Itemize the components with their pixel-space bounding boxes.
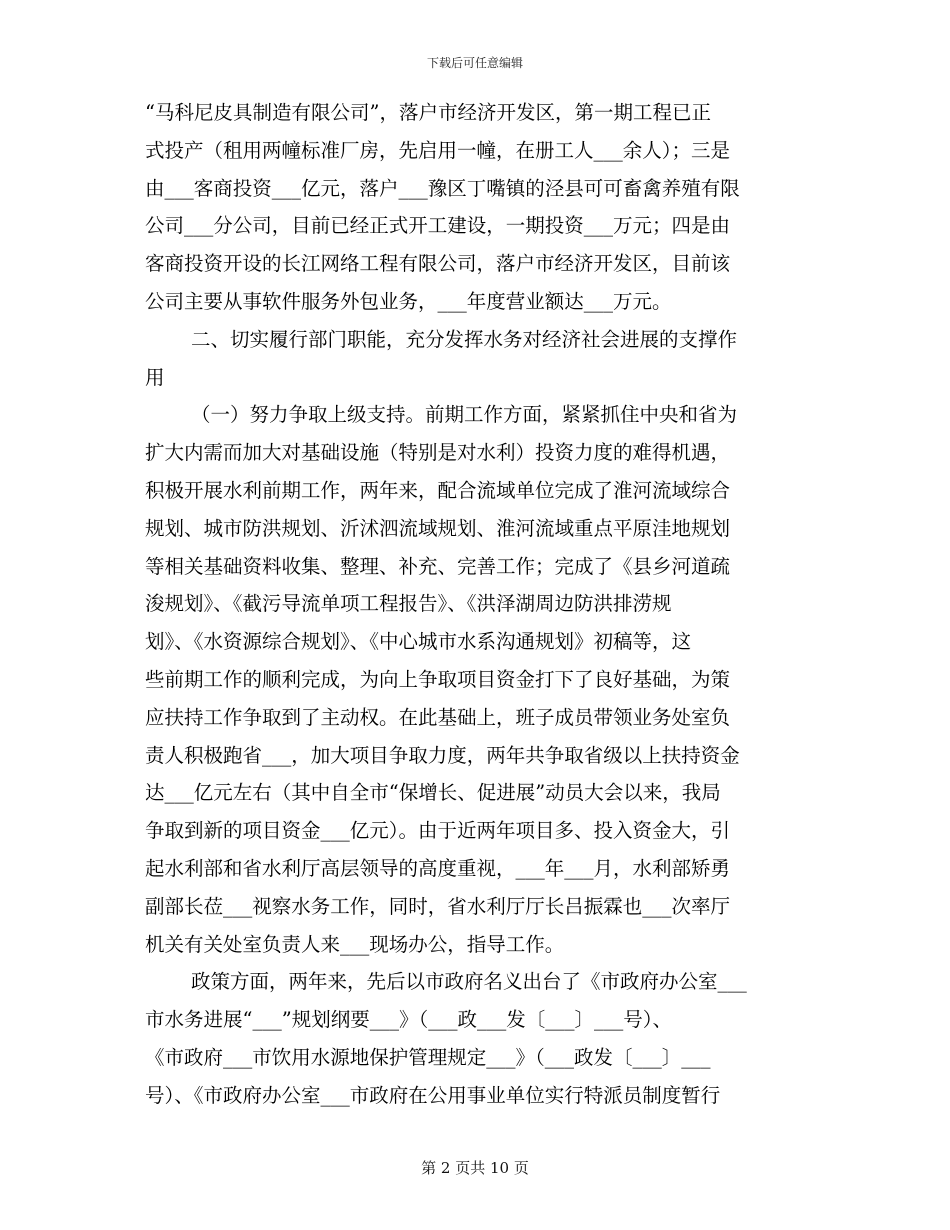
text-line: 达___亿元左右（其中自全市“保增长、促进展”动员大会以来，我局 bbox=[145, 781, 721, 805]
text-line: 《市政府___市饮用水源地保护管理规定___》（___政发〔___〕___ bbox=[145, 1045, 711, 1069]
page-header: 下载后可任意编辑 bbox=[426, 56, 523, 70]
text-line: 责人积极跑省___，加大项目争取力度，两年共争取省级以上扶持资金 bbox=[145, 743, 740, 767]
paragraph-start: 政策方面，两年来，先后以市政府名义出台了《市政府办公室___ bbox=[191, 970, 747, 994]
text-line: 式投产（租用两幢标准厂房，先启用一幢，在册工人___余人）；三是 bbox=[145, 138, 731, 162]
text-line: 客商投资开设的长江网络工程有限公司，落户市经济开发区，目前该 bbox=[145, 252, 731, 276]
text-line: 市水务进展“___”规划纲要___》（___政___发〔___〕___号）、 bbox=[145, 1008, 672, 1032]
text-line: 规划、城市防洪规划、沂沭泗流域规划、淮河流域重点平原洼地规划 bbox=[145, 516, 731, 540]
text-line: 公司主要从事软件服务外包业务，___年度营业额达___万元。 bbox=[145, 289, 672, 313]
document-body bbox=[145, 94, 810, 1115]
text-line: 等相关基础资料收集、整理、补充、完善工作；完成了《县乡河道疏 bbox=[145, 554, 731, 578]
page-number: 第 2 页共 10 页 bbox=[421, 1159, 529, 1177]
text-line: 争取到新的项目资金___亿元）。由于近两年项目多、投入资金大，引 bbox=[145, 819, 731, 843]
text-line: 起水利部和省水利厅高层领导的高度重视，___年___月，水利部矫勇 bbox=[145, 856, 731, 880]
text-line: 浚规划》、《截污导流单项工程报告》、《洪泽湖周边防洪排涝规 bbox=[145, 592, 672, 616]
text-line: 副部长莅___视察水务工作，同时，省水利厅厅长吕振霖也___次率厅 bbox=[145, 894, 731, 918]
text-line: 由___客商投资___亿元，落户___豫区丁嘴镇的泾县可可畜禽养殖有限 bbox=[145, 176, 740, 200]
text-line: 机关有关处室负责人来___现场办公，指导工作。 bbox=[145, 932, 565, 956]
text-line: 扩大内需而加大对基础设施（特别是对水利）投资力度的难得机遇， bbox=[145, 441, 731, 465]
subsection-paragraph-start: （一）努力争取上级支持。前期工作方面，紧紧抓住中央和省为 bbox=[191, 403, 738, 427]
text-line: 划》、《水资源综合规划》、《中心城市水系沟通规划》初稿等，这 bbox=[145, 630, 692, 654]
text-line: 号）、《市政府办公室___市政府在公用事业单位实行特派员制度暂行 bbox=[145, 1083, 721, 1107]
text-line: 积极开展水利前期工作，两年来，配合流域单位完成了淮河流域综合 bbox=[145, 478, 731, 502]
text-line: 些前期工作的顺利完成，为向上争取项目资金打下了良好基础，为策 bbox=[145, 667, 731, 691]
section-heading-continued: 用 bbox=[145, 365, 165, 389]
text-line: “马科尼皮具制造有限公司”，落户市经济开发区，第一期工程已正 bbox=[145, 101, 711, 124]
text-line: 公司___分公司，目前已经正式开工建设，一期投资___万元；四是由 bbox=[145, 214, 731, 238]
section-heading: 二、切实履行部门职能，充分发挥水务对经济社会进展的支撑作 bbox=[191, 327, 738, 351]
text-line: 应扶持工作争取到了主动权。在此基础上，班子成员带领业务处室负 bbox=[145, 705, 731, 729]
